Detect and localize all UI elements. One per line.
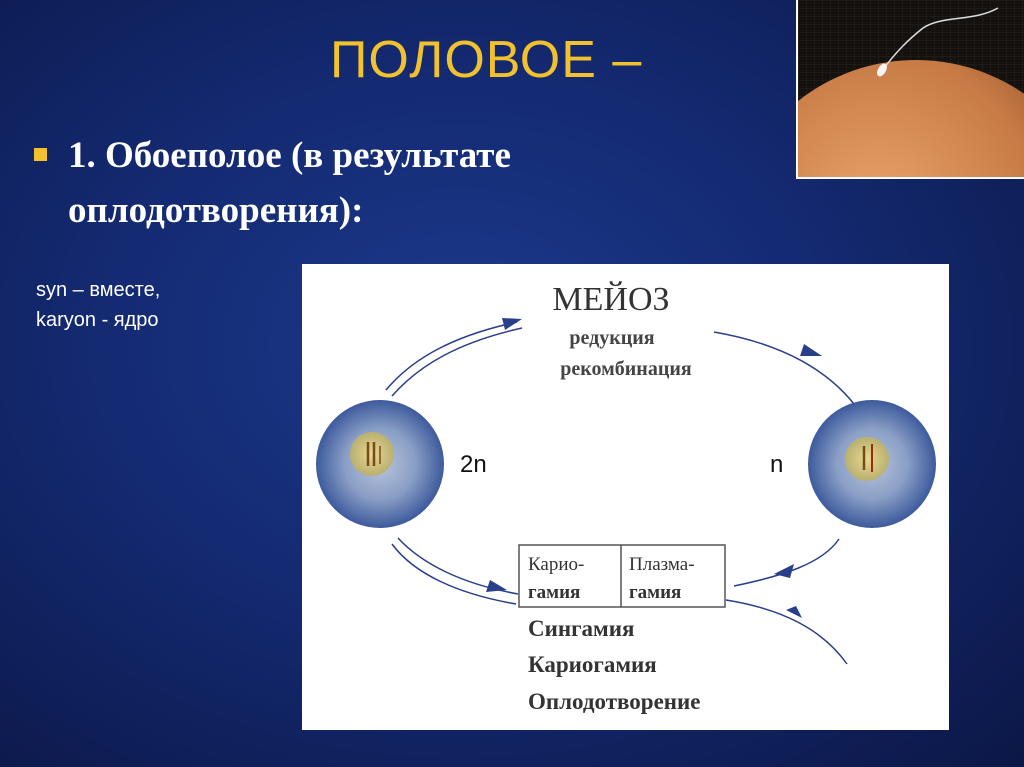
diploid-cell [316,400,444,528]
arrow-to-plasmogamy [734,539,839,586]
term-fertilization: Оплодотворение [528,689,701,714]
bullet-item [30,128,710,238]
arrow-incoming-gamete [726,600,847,664]
term-syngamy: Сингамия [528,616,635,641]
bullet-square-icon [34,148,47,161]
meiosis-cycle-diagram [302,264,949,730]
box-karyogamy-line2: гамия [528,582,581,603]
meiosis-title: МЕЙОЗ [552,281,670,318]
haploid-cell [808,400,936,528]
fertilization-photo [796,0,1024,179]
slide-title: ПОЛОВОЕ – [330,31,643,89]
term-karyogamy: Кариогамия [528,652,657,677]
diploid-nucleus [350,432,394,476]
arrow-to-left-cell [392,538,518,604]
note-line-syn: syn – вместе, [36,279,161,301]
arrow-from-meiosis [714,332,854,404]
meiosis-reduction: редукция [569,327,655,349]
box-plasmogamy-line2: гамия [629,582,682,603]
label-2n: 2n [460,451,487,478]
note-line-karyon: karyon - ядро [36,309,159,331]
label-n: n [770,451,784,478]
box-plasmogamy-line1: Плазма- [629,554,695,575]
haploid-nucleus [845,437,889,481]
box-karyogamy-line1: Карио- [528,554,585,575]
bullet-text: 1. Обоеполое (в результате оплодотворения): [68,135,511,231]
arrow-to-meiosis [386,318,522,396]
etymology-note [36,275,160,335]
meiosis-recombination: рекомбинация [560,358,692,380]
